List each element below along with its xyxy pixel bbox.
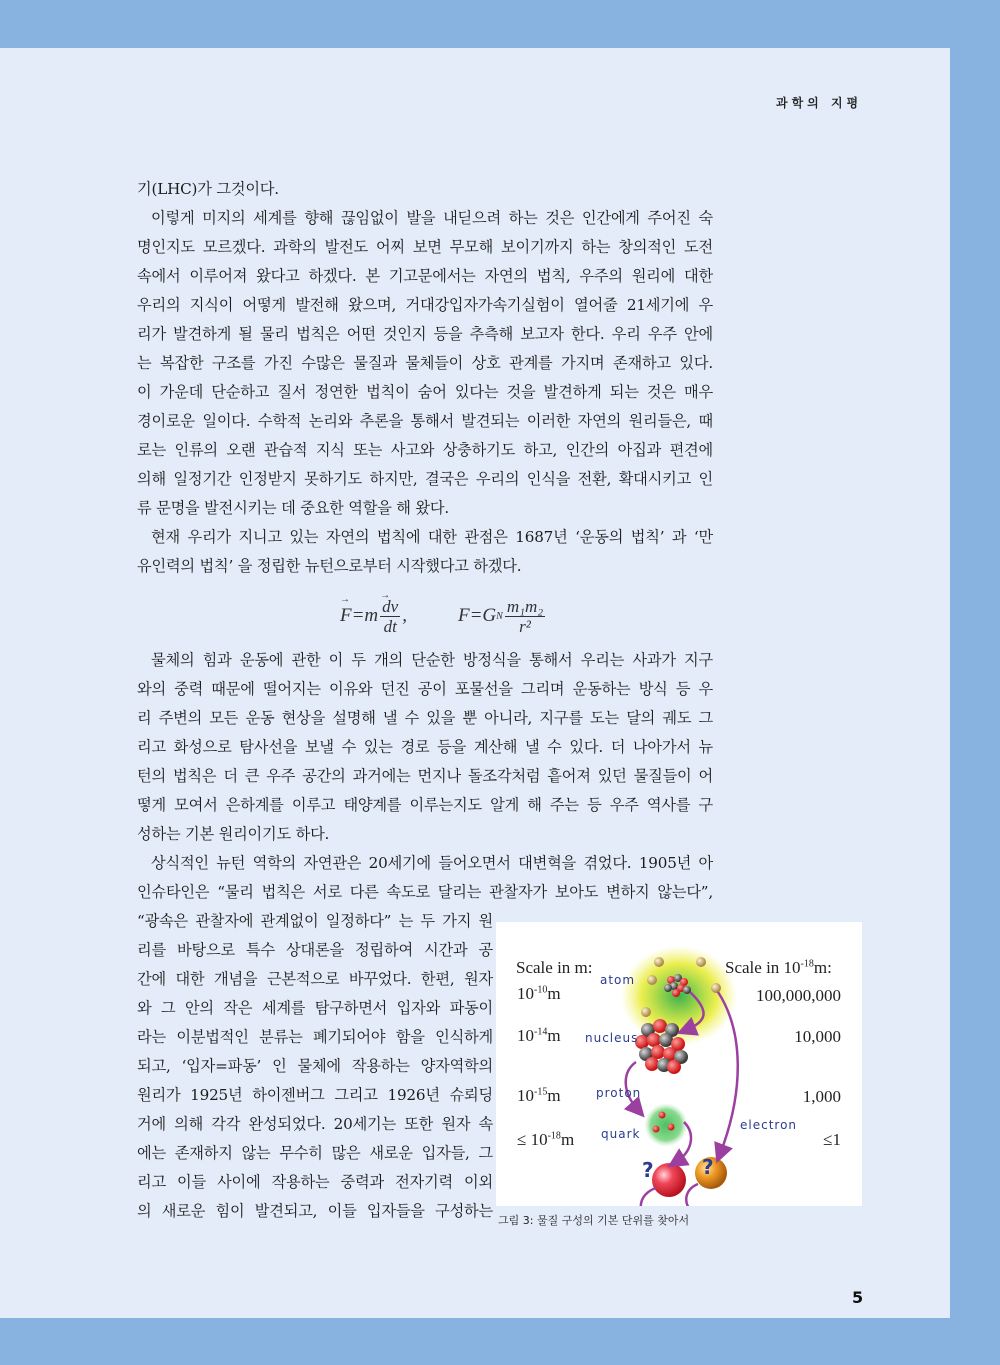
body-text-block-1: [137, 175, 713, 581]
text-line: “광속은 관찰자에 관계없이 일정하다” 는 두 가지 원: [137, 912, 493, 930]
label-quark: quark: [601, 1127, 641, 1141]
text-line: 로는 인류의 오랜 관습적 지식 또는 사고와 상충하기도 하고, 인간의 아집과 편견에: [137, 441, 713, 459]
scale-rel-nucleus: 10,000: [794, 1027, 841, 1046]
text-line: 인슈타인은 “물리 법칙은 서로 다른 속도로 달리는 관찰자가 보아도 변하지 않는다”,: [137, 883, 713, 901]
text-line: 명인지도 모르겠다. 과학의 발전도 어찌 보면 무모해 보이기까지 하는 창의적인 도전: [137, 238, 713, 256]
left-scale-heading: Scale in m:: [516, 958, 593, 977]
text-line: 의 새로운 힘이 발견되고, 이들 입자들을 구성하는: [137, 1202, 493, 1220]
equation-gravitation: F =G N $\frac{\text{m₁m₂}}{\text{r²}}$: [458, 596, 544, 636]
equation-second-law: → F =m → $\frac{dv}{dt}$ ,: [340, 592, 407, 640]
text-line: 라는 이분법적인 분류는 폐기되어야 함을 인식하게: [137, 1028, 493, 1046]
label-nucleus: nucleus: [585, 1031, 639, 1045]
text-line: 와의 중력 때문에 떨어지는 이유와 던진 공이 포물선을 그리며 운동하는 방식 등 우: [137, 680, 713, 698]
text-line: 성하는 기본 원리이기도 하다.: [137, 825, 330, 843]
text-line: 현재 우리가 지니고 있는 자연의 법칙에 대한 관점은 1687년 ‘운동의 법칙’ 과 ‘만: [151, 528, 713, 546]
body-text-block-2: [137, 646, 713, 907]
text-line: 물체의 힘과 운동에 관한 이 두 개의 단순한 방정식을 통해서 우리는 사과가 지구: [151, 651, 713, 669]
scale-m-nucleus: $10^{-14}m$: [517, 1026, 561, 1045]
text-line: 리를 바탕으로 특수 상대론을 정립하여 시간과 공: [137, 941, 493, 959]
text-line: 류 문명을 발전시키는 데 중요한 역할을 해 왔다.: [137, 499, 449, 517]
text-line: 원리가 1925년 하이젠버그 그리고 1926년 슈뢰딩: [137, 1086, 493, 1104]
label-proton: proton: [596, 1086, 642, 1100]
text-line: 거에 의해 각각 완성되었다. 20세기는 또한 원자 속: [137, 1115, 493, 1133]
text-line: 간에 대한 개념을 근본적으로 바꾸었다. 한편, 원자: [137, 970, 493, 988]
scale-m-atom: $10^{-10}m$: [517, 984, 561, 1003]
page: [0, 48, 950, 1318]
scale-m-proton: $10^{-15}m$: [517, 1086, 561, 1105]
scale-rel-quark: ≤1: [823, 1130, 841, 1149]
text-line: 경이로운 일이다. 수학적 논리와 추론을 통해서 발견되는 이러한 자연의 원리들은, 때: [137, 412, 713, 430]
page-number: 5: [852, 1288, 864, 1307]
running-title: 과학의 지평: [776, 96, 863, 110]
text-line: 이 가운데 단순하고 질서 정연한 법칙이 숨어 있다는 것을 발견하게 되는 것은 매우: [137, 383, 713, 401]
matter-scale-figure: [496, 922, 862, 1206]
unknown-quark-substructure: ?: [642, 1158, 654, 1182]
text-line: 리고 화성으로 탐사선을 보낼 수 있는 경로 등을 계산해 낼 수 있다. 더 나아가서 뉴: [137, 738, 713, 756]
scale-rel-atom: 100,000,000: [756, 986, 841, 1005]
newton-equations: [340, 592, 570, 640]
text-line: 이렇게 미지의 세계를 향해 끊임없이 발을 내딛으려 하는 것은 인간에게 주어진 숙: [151, 209, 713, 227]
text-line: 는 복잡한 구조를 가진 수많은 물질과 물체들이 상호 관계를 가지며 존재하고 있다.: [137, 354, 713, 372]
text-line: 턴의 법칙은 더 큰 우주 공간의 과거에는 먼지나 돌조각처럼 흩어져 있던 물질들이 어: [137, 767, 713, 785]
text-line: 유인력의 법칙’ 을 정립한 뉴턴으로부터 시작했다고 하겠다.: [137, 557, 522, 575]
text-line: 떻게 모여서 은하계를 이루고 태양계를 이루는지도 알게 해 주는 등 우주 역사를 구: [137, 796, 713, 814]
body-text-block-3: [137, 907, 493, 1226]
right-scale-heading: Scale in $10^{-18}m$:: [725, 958, 832, 977]
text-line: 와 그 안의 작은 세계를 탐구하면서 입자와 파동이: [137, 999, 493, 1017]
text-line: 상식적인 뉴턴 역학의 자연관은 20세기에 들어오면서 대변혁을 겪었다. 1905년 아: [151, 854, 713, 872]
figure-caption: 그림 3: 물질 구성의 기본 단위를 찾아서: [498, 1214, 690, 1227]
scale-rel-proton: 1,000: [802, 1087, 841, 1106]
text-line: 속에서 이루어져 왔다고 하겠다. 본 기고문에서는 자연의 법칙, 우주의 원리에 대한: [137, 267, 713, 285]
text-line: 리고 이들 사이에 작용하는 중력과 전자기력 이외: [137, 1173, 493, 1191]
label-electron: electron: [740, 1118, 798, 1132]
text-line: 의해 일정기간 인정받지 못하기도 하지만, 결국은 우리의 인식을 전환, 확대시키고 인: [137, 470, 713, 488]
unknown-electron-substructure: ?: [702, 1155, 714, 1179]
text-line: 리 주변의 모든 운동 현상을 설명해 낼 수 있을 뿐 아니라, 지구를 도는 달의 궤도 그: [137, 709, 713, 727]
scale-m-quark: ≤ $10^{-18}m$: [517, 1130, 575, 1149]
label-atom: atom: [600, 973, 636, 987]
text-line: 되고, ‘입자=파동’ 인 물체에 작용하는 양자역학의: [137, 1057, 493, 1075]
text-line: 리가 발견하게 될 물리 법칙은 어떤 것인지 등을 추측해 보고자 한다. 우리 우주 안에: [137, 325, 713, 343]
text-line: 에는 존재하지 않는 무수히 많은 새로운 입자들, 그: [137, 1144, 493, 1162]
text-line: 기(LHC)가 그것이다.: [137, 180, 279, 198]
text-line: 우리의 지식이 어떻게 발전해 왔으며, 거대강입자가속기실험이 열어줄 21세기에 우: [137, 296, 713, 314]
